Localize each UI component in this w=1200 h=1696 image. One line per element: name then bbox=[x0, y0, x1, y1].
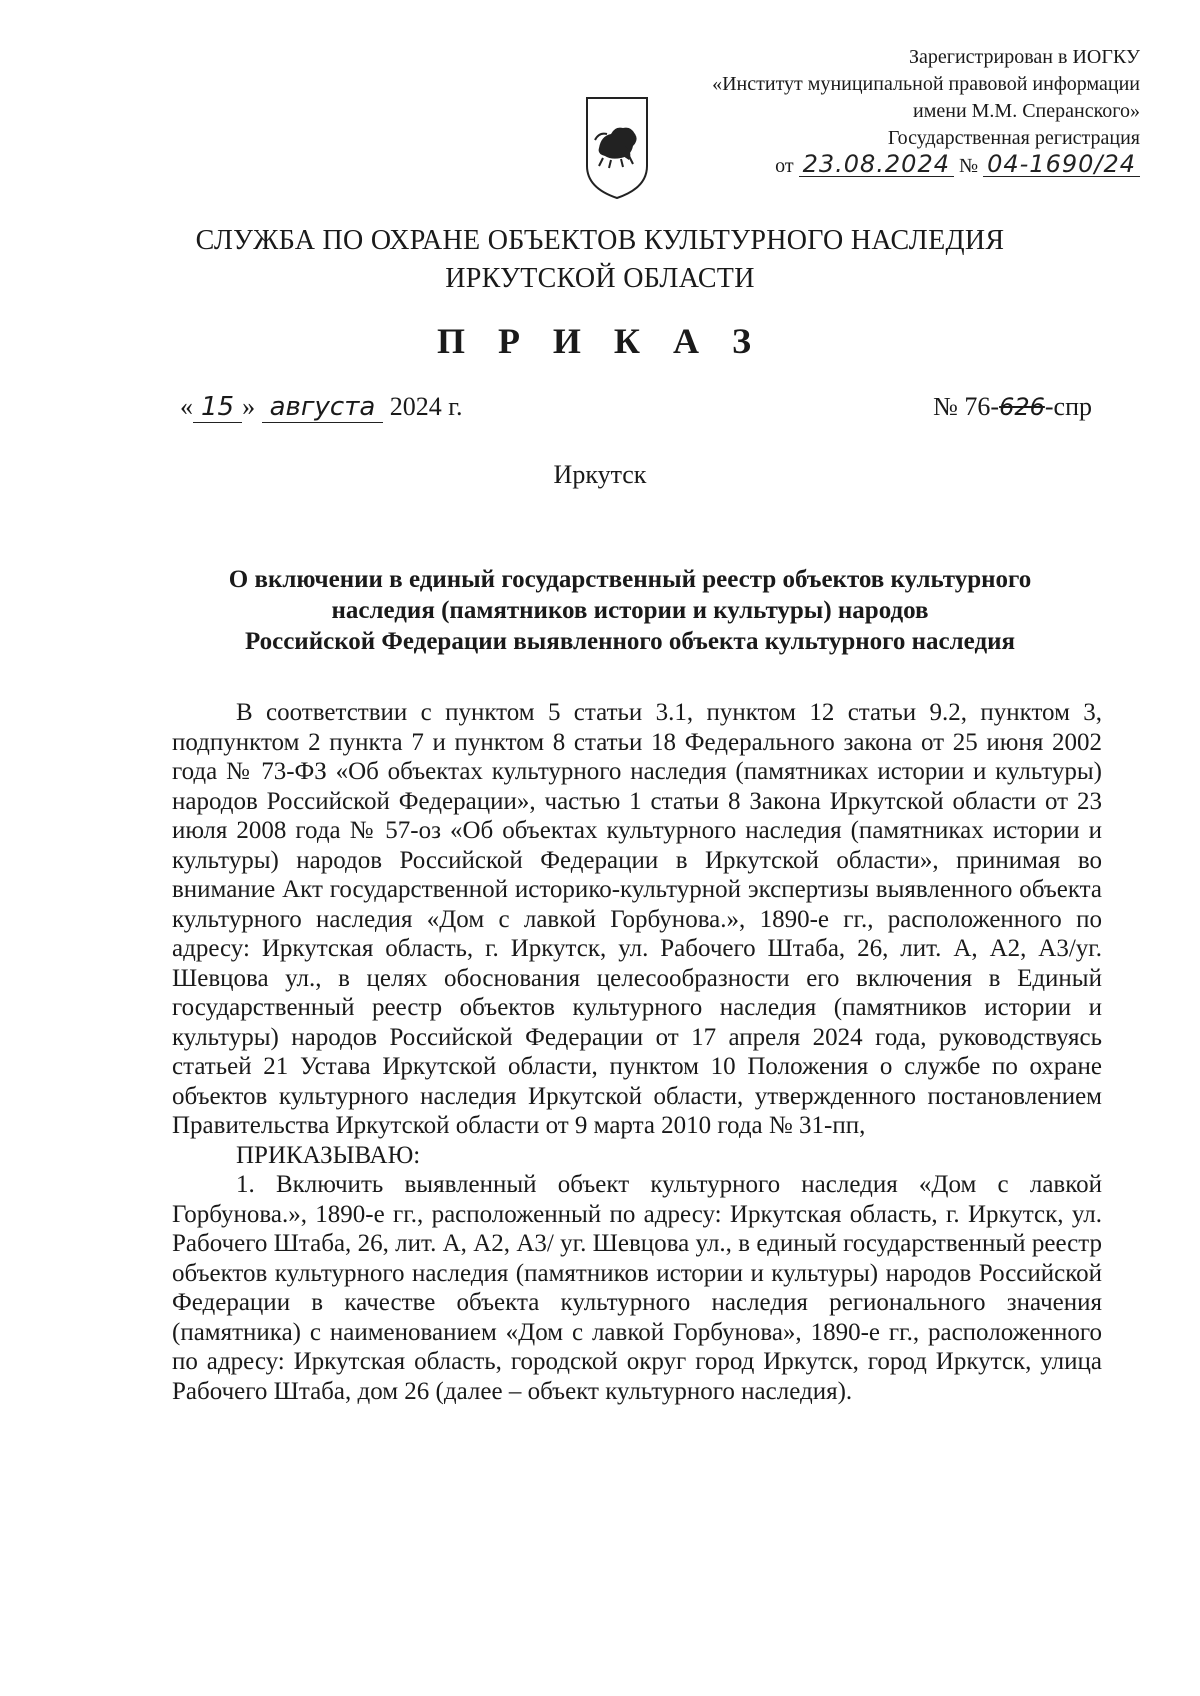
registration-line-4: Государственная регистрация bbox=[887, 127, 1140, 149]
registration-date: 23.08.2024 bbox=[799, 152, 954, 177]
order-heading bbox=[150, 564, 1110, 657]
registration-date-line bbox=[580, 152, 1140, 180]
order-body bbox=[172, 698, 1102, 1406]
registration-line-2: «Институт муниципальной правовой информации bbox=[712, 73, 1140, 95]
date-close-quote: » bbox=[242, 392, 256, 421]
heading-line-2: наследия (памятников истории и культуры) народов bbox=[331, 597, 929, 624]
agency-line-2: ИРКУТСКОЙ ОБЛАСТИ bbox=[445, 263, 755, 294]
registration-line-1: Зарегистрирован в ИОГКУ bbox=[909, 46, 1140, 68]
agency-name bbox=[0, 222, 1200, 298]
date-open-quote: « bbox=[180, 392, 193, 421]
city-name: Иркутск bbox=[553, 460, 647, 489]
date-month: августа bbox=[262, 392, 384, 423]
registration-num-prefix: № bbox=[959, 155, 979, 177]
agency-line-1: СЛУЖБА ПО ОХРАНЕ ОБЪЕКТОВ КУЛЬТУРНОГО НАСЛЕДИЯ bbox=[195, 225, 1005, 256]
preamble-paragraph: В соответствии с пунктом 5 статьи 3.1, пунктом 12 статьи 9.2, пунктом 3, подпунктом 2 пункта 7 и пунктом 8 статьи 18 Федерального закона от 25 июня 2002 года № 73-ФЗ «Об объектах культурного наследия (памятниках истории и культуры) народов Российской Федерации», частью 1 статьи 8 Закона Иркутской области от 23 июля 2008 года № 57-оз «Об объектах культурного наследия (памятниках истории и культуры) народов Российской Федерации в Иркутской области», принимая во внимание Акт государственной историко-культурной экспертизы выявленного объекта культурного наследия «Дом с лавкой Горбунова.», 1890-е гг., расположенного по адресу: Иркутская область, г. Иркутск, ул. Рабочего Штаба, 26, лит. А, А2, А3/уг. Шевцова ул., в целях обоснования целесообразности его включения в Единый государственный реестр объектов культурного наследия (памятников истории и культуры) народов Российской Федерации от 17 апреля 2024 года, руководствуясь статьей 21 Устава Иркутской области, пунктом 10 Положения о службе по охране объектов культурного наследия Иркутской области, утвержденного постановлением Правительства Иркутской области от 9 марта 2010 года № 31-пп, bbox=[172, 699, 1102, 1139]
order-number bbox=[933, 392, 1092, 422]
heading-line-3: Российской Федерации выявленного объекта культурного наследия bbox=[244, 628, 1016, 655]
document-title: П Р И К А З bbox=[436, 321, 764, 361]
order-number-suffix: -спр bbox=[1044, 392, 1092, 421]
heading-line-1: О включении в единый государственный реестр объектов культурного bbox=[228, 566, 1032, 593]
irkutsk-coat-of-arms-icon bbox=[585, 96, 649, 200]
date-year: 2024 г. bbox=[389, 392, 463, 421]
order-word: ПРИКАЗЫВАЮ: bbox=[236, 1141, 421, 1169]
registration-number: 04-1690/24 bbox=[983, 152, 1140, 177]
order-date bbox=[180, 392, 463, 422]
registration-line-3: имени М.М. Сперанского» bbox=[913, 100, 1140, 122]
registration-stamp bbox=[580, 44, 1140, 180]
order-number-handwritten: 626 bbox=[999, 393, 1045, 421]
order-number-prefix: № 76- bbox=[933, 392, 1000, 421]
date-day: 15 bbox=[193, 392, 242, 423]
registration-from-prefix: от bbox=[775, 155, 794, 177]
order-item-1: 1. Включить выявленный объект культурного наследия «Дом с лавкой Горбунова.», 1890-е гг., расположенный по адресу: Иркутская область, г. Иркутск, ул. Рабочего Штаба, 26, лит. А, А2, А3/ уг. Шевцова ул., в единый государственный реестр объектов культурного наследия (памятников истории и культуры) народов Российской Федерации в качестве объекта культурного наследия регионального значения (памятника) с наименованием «Дом с лавкой Горбунова», 1890-е гг., расположенного по адресу: Иркутская область, городской округ город Иркутск, город Иркутск, улица Рабочего Штаба, дом 26 (далее – объект культурного наследия). bbox=[172, 1171, 1102, 1405]
